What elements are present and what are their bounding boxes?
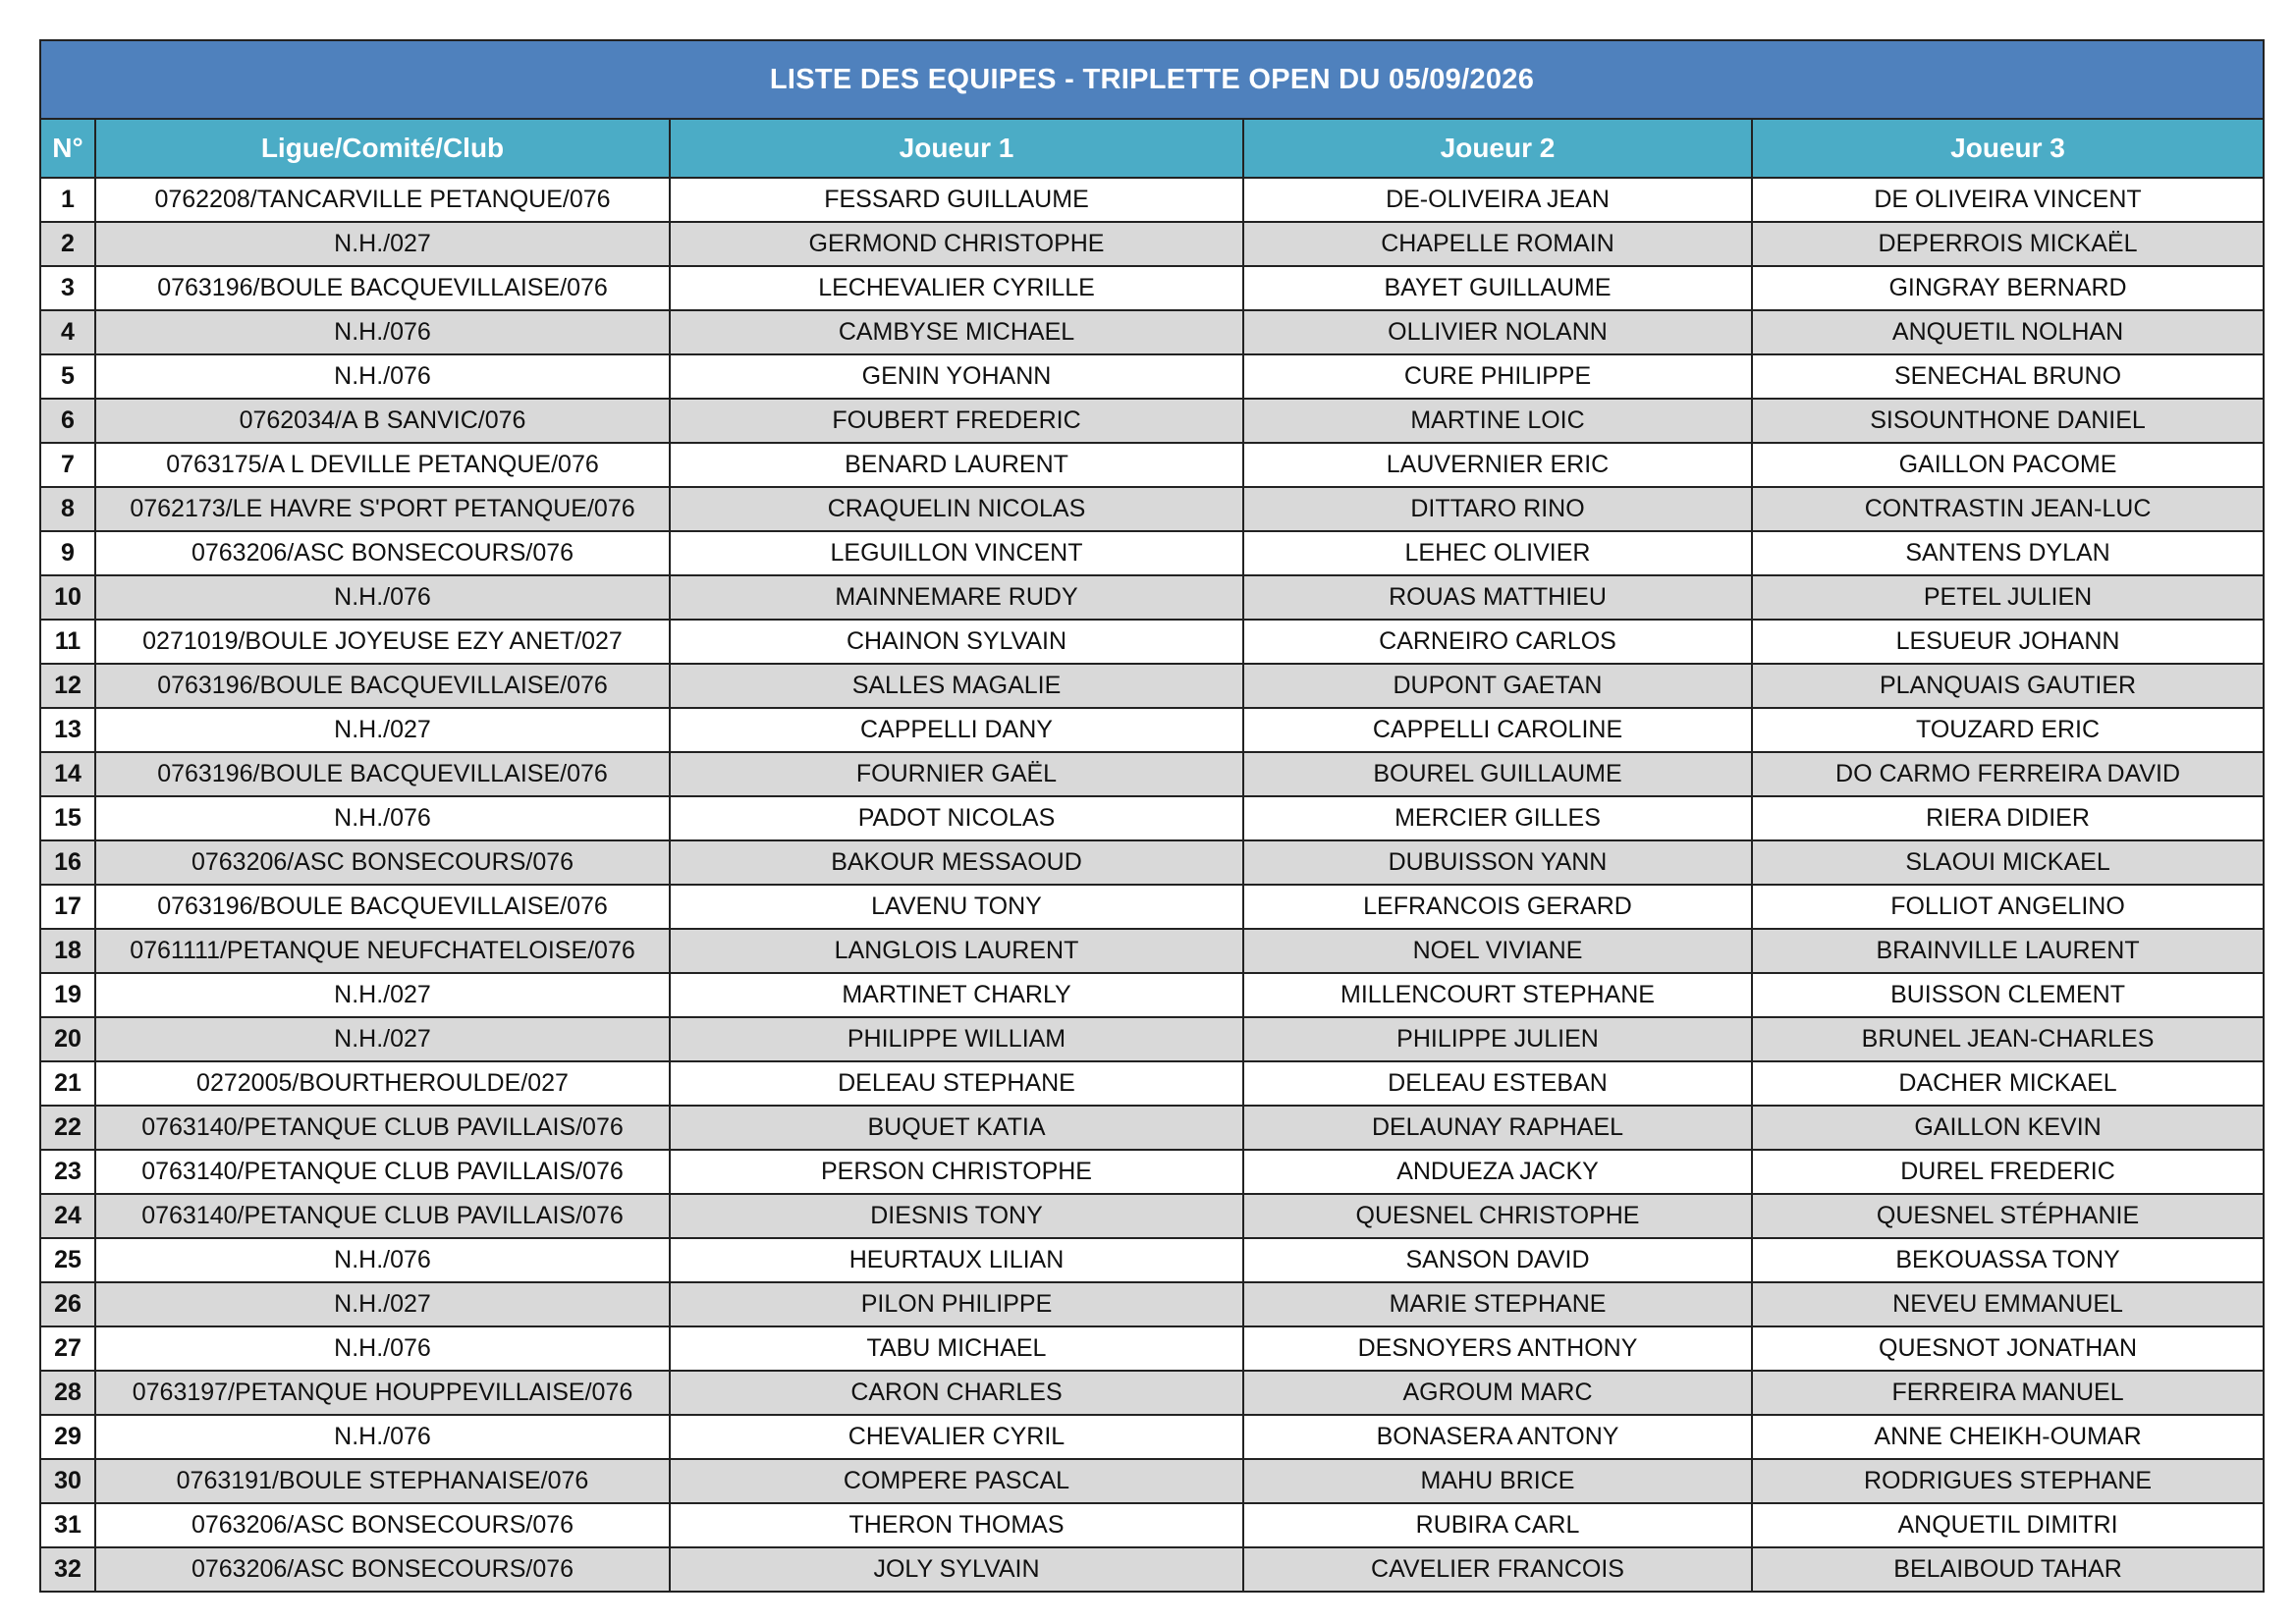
table-row	[40, 1238, 2264, 1282]
player-2-cell: AGROUM MARC	[1243, 1371, 1752, 1415]
table-row	[40, 708, 2264, 752]
player-3-cell: FOLLIOT ANGELINO	[1752, 885, 2264, 929]
table-row	[40, 178, 2264, 222]
table-row	[40, 1371, 2264, 1415]
team-number: 8	[40, 487, 95, 531]
player-2-cell: BOUREL GUILLAUME	[1243, 752, 1752, 796]
club-cell: 0762208/TANCARVILLE PETANQUE/076	[95, 178, 670, 222]
player-3-cell: DUREL FREDERIC	[1752, 1150, 2264, 1194]
player-3-cell: ANQUETIL DIMITRI	[1752, 1503, 2264, 1547]
team-number: 30	[40, 1459, 95, 1503]
team-number: 10	[40, 575, 95, 620]
table-row	[40, 1282, 2264, 1326]
club-cell: N.H./027	[95, 222, 670, 266]
club-cell: 0763140/PETANQUE CLUB PAVILLAIS/076	[95, 1194, 670, 1238]
table-row	[40, 487, 2264, 531]
team-list-sheet	[39, 39, 2263, 1593]
team-number: 15	[40, 796, 95, 840]
player-1-cell: HEURTAUX LILIAN	[670, 1238, 1243, 1282]
player-1-cell: BENARD LAURENT	[670, 443, 1243, 487]
player-1-cell: CAMBYSE MICHAEL	[670, 310, 1243, 354]
club-cell: N.H./027	[95, 973, 670, 1017]
player-3-cell: BELAIBOUD TAHAR	[1752, 1547, 2264, 1592]
player-3-cell: GAILLON KEVIN	[1752, 1106, 2264, 1150]
team-number: 31	[40, 1503, 95, 1547]
club-cell: N.H./076	[95, 1326, 670, 1371]
club-cell: N.H./076	[95, 796, 670, 840]
club-cell: 0763196/BOULE BACQUEVILLAISE/076	[95, 664, 670, 708]
player-1-cell: GENIN YOHANN	[670, 354, 1243, 399]
player-2-cell: ANDUEZA JACKY	[1243, 1150, 1752, 1194]
club-cell: N.H./076	[95, 575, 670, 620]
player-1-cell: THERON THOMAS	[670, 1503, 1243, 1547]
player-1-cell: SALLES MAGALIE	[670, 664, 1243, 708]
table-row	[40, 1061, 2264, 1106]
team-number: 29	[40, 1415, 95, 1459]
player-3-cell: QUESNOT JONATHAN	[1752, 1326, 2264, 1371]
player-1-cell: BUQUET KATIA	[670, 1106, 1243, 1150]
player-2-cell: MILLENCOURT STEPHANE	[1243, 973, 1752, 1017]
team-number: 16	[40, 840, 95, 885]
team-number: 17	[40, 885, 95, 929]
player-3-cell: NEVEU EMMANUEL	[1752, 1282, 2264, 1326]
player-2-cell: CAVELIER FRANCOIS	[1243, 1547, 1752, 1592]
table-row	[40, 1017, 2264, 1061]
player-2-cell: OLLIVIER NOLANN	[1243, 310, 1752, 354]
table-row	[40, 796, 2264, 840]
player-1-cell: LECHEVALIER CYRILLE	[670, 266, 1243, 310]
player-2-cell: BAYET GUILLAUME	[1243, 266, 1752, 310]
team-number: 26	[40, 1282, 95, 1326]
player-3-cell: FERREIRA MANUEL	[1752, 1371, 2264, 1415]
player-3-cell: DE OLIVEIRA VINCENT	[1752, 178, 2264, 222]
player-1-cell: TABU MICHAEL	[670, 1326, 1243, 1371]
player-3-cell: RODRIGUES STEPHANE	[1752, 1459, 2264, 1503]
team-number: 20	[40, 1017, 95, 1061]
player-3-cell: SENECHAL BRUNO	[1752, 354, 2264, 399]
column-header-player-2: Joueur 2	[1243, 119, 1752, 178]
player-3-cell: BEKOUASSA TONY	[1752, 1238, 2264, 1282]
player-1-cell: COMPERE PASCAL	[670, 1459, 1243, 1503]
player-3-cell: QUESNEL STÉPHANIE	[1752, 1194, 2264, 1238]
table-row	[40, 1150, 2264, 1194]
team-number: 2	[40, 222, 95, 266]
table-row	[40, 929, 2264, 973]
player-2-cell: DELAUNAY RAPHAEL	[1243, 1106, 1752, 1150]
player-2-cell: CAPPELLI CAROLINE	[1243, 708, 1752, 752]
player-2-cell: CHAPELLE ROMAIN	[1243, 222, 1752, 266]
player-3-cell: ANNE CHEIKH-OUMAR	[1752, 1415, 2264, 1459]
table-row	[40, 1194, 2264, 1238]
team-number: 21	[40, 1061, 95, 1106]
player-3-cell: SISOUNTHONE DANIEL	[1752, 399, 2264, 443]
team-number: 4	[40, 310, 95, 354]
table-row	[40, 443, 2264, 487]
player-1-cell: PHILIPPE WILLIAM	[670, 1017, 1243, 1061]
player-3-cell: LESUEUR JOHANN	[1752, 620, 2264, 664]
team-number: 14	[40, 752, 95, 796]
team-number: 9	[40, 531, 95, 575]
player-1-cell: DIESNIS TONY	[670, 1194, 1243, 1238]
player-2-cell: ROUAS MATTHIEU	[1243, 575, 1752, 620]
table-row	[40, 1415, 2264, 1459]
club-cell: 0763206/ASC BONSECOURS/076	[95, 840, 670, 885]
table-row	[40, 664, 2264, 708]
club-cell: N.H./076	[95, 354, 670, 399]
table-row	[40, 973, 2264, 1017]
player-2-cell: MARTINE LOIC	[1243, 399, 1752, 443]
player-2-cell: PHILIPPE JULIEN	[1243, 1017, 1752, 1061]
club-cell: N.H./027	[95, 708, 670, 752]
player-1-cell: CARON CHARLES	[670, 1371, 1243, 1415]
team-number: 12	[40, 664, 95, 708]
player-3-cell: GAILLON PACOME	[1752, 443, 2264, 487]
player-2-cell: QUESNEL CHRISTOPHE	[1243, 1194, 1752, 1238]
player-3-cell: DO CARMO FERREIRA DAVID	[1752, 752, 2264, 796]
table-row	[40, 620, 2264, 664]
player-3-cell: ANQUETIL NOLHAN	[1752, 310, 2264, 354]
table-row	[40, 399, 2264, 443]
player-1-cell: LEGUILLON VINCENT	[670, 531, 1243, 575]
table-row	[40, 840, 2264, 885]
team-number: 22	[40, 1106, 95, 1150]
player-2-cell: DUBUISSON YANN	[1243, 840, 1752, 885]
player-3-cell: BUISSON CLEMENT	[1752, 973, 2264, 1017]
column-header-club: Ligue/Comité/Club	[95, 119, 670, 178]
player-1-cell: MAINNEMARE RUDY	[670, 575, 1243, 620]
player-1-cell: FOUBERT FREDERIC	[670, 399, 1243, 443]
club-cell: 0762173/LE HAVRE S'PORT PETANQUE/076	[95, 487, 670, 531]
player-1-cell: CHAINON SYLVAIN	[670, 620, 1243, 664]
player-2-cell: LEHEC OLIVIER	[1243, 531, 1752, 575]
team-number: 32	[40, 1547, 95, 1592]
team-number: 19	[40, 973, 95, 1017]
club-cell: 0763191/BOULE STEPHANAISE/076	[95, 1459, 670, 1503]
player-1-cell: LANGLOIS LAURENT	[670, 929, 1243, 973]
club-cell: 0763196/BOULE BACQUEVILLAISE/076	[95, 885, 670, 929]
player-2-cell: MAHU BRICE	[1243, 1459, 1752, 1503]
player-2-cell: LAUVERNIER ERIC	[1243, 443, 1752, 487]
player-3-cell: PETEL JULIEN	[1752, 575, 2264, 620]
player-1-cell: PERSON CHRISTOPHE	[670, 1150, 1243, 1194]
table-row	[40, 310, 2264, 354]
player-2-cell: DUPONT GAETAN	[1243, 664, 1752, 708]
column-header-player-1: Joueur 1	[670, 119, 1243, 178]
team-number: 13	[40, 708, 95, 752]
club-cell: N.H./076	[95, 310, 670, 354]
club-cell: 0763196/BOULE BACQUEVILLAISE/076	[95, 266, 670, 310]
table-row	[40, 575, 2264, 620]
club-cell: 0271019/BOULE JOYEUSE EZY ANET/027	[95, 620, 670, 664]
player-3-cell: DEPERROIS MICKAËL	[1752, 222, 2264, 266]
player-3-cell: SLAOUI MICKAEL	[1752, 840, 2264, 885]
team-number: 1	[40, 178, 95, 222]
team-number: 28	[40, 1371, 95, 1415]
player-1-cell: FOURNIER GAËL	[670, 752, 1243, 796]
player-3-cell: BRAINVILLE LAURENT	[1752, 929, 2264, 973]
table-row	[40, 752, 2264, 796]
team-number: 23	[40, 1150, 95, 1194]
team-number: 25	[40, 1238, 95, 1282]
player-1-cell: PADOT NICOLAS	[670, 796, 1243, 840]
player-3-cell: PLANQUAIS GAUTIER	[1752, 664, 2264, 708]
player-2-cell: DESNOYERS ANTHONY	[1243, 1326, 1752, 1371]
player-1-cell: CAPPELLI DANY	[670, 708, 1243, 752]
table-row	[40, 1106, 2264, 1150]
team-number: 6	[40, 399, 95, 443]
team-rows	[40, 178, 2264, 1592]
club-cell: 0763140/PETANQUE CLUB PAVILLAIS/076	[95, 1106, 670, 1150]
table-row	[40, 1547, 2264, 1592]
table-row	[40, 354, 2264, 399]
table-row	[40, 222, 2264, 266]
club-cell: 0763140/PETANQUE CLUB PAVILLAIS/076	[95, 1150, 670, 1194]
player-3-cell: GINGRAY BERNARD	[1752, 266, 2264, 310]
team-number: 27	[40, 1326, 95, 1371]
team-number: 7	[40, 443, 95, 487]
player-1-cell: GERMOND CHRISTOPHE	[670, 222, 1243, 266]
club-cell: N.H./027	[95, 1017, 670, 1061]
team-list-table	[39, 39, 2265, 1593]
player-1-cell: BAKOUR MESSAOUD	[670, 840, 1243, 885]
player-3-cell: TOUZARD ERIC	[1752, 708, 2264, 752]
title-row	[40, 40, 2264, 119]
player-2-cell: DITTARO RINO	[1243, 487, 1752, 531]
player-2-cell: DELEAU ESTEBAN	[1243, 1061, 1752, 1106]
player-1-cell: CRAQUELIN NICOLAS	[670, 487, 1243, 531]
table-row	[40, 885, 2264, 929]
table-row	[40, 1503, 2264, 1547]
team-number: 3	[40, 266, 95, 310]
player-3-cell: CONTRASTIN JEAN-LUC	[1752, 487, 2264, 531]
player-1-cell: MARTINET CHARLY	[670, 973, 1243, 1017]
club-cell: 0762034/A B SANVIC/076	[95, 399, 670, 443]
player-2-cell: CARNEIRO CARLOS	[1243, 620, 1752, 664]
club-cell: 0763206/ASC BONSECOURS/076	[95, 1503, 670, 1547]
club-cell: N.H./076	[95, 1238, 670, 1282]
player-3-cell: BRUNEL JEAN-CHARLES	[1752, 1017, 2264, 1061]
club-cell: 0272005/BOURTHEROULDE/027	[95, 1061, 670, 1106]
team-number: 11	[40, 620, 95, 664]
player-2-cell: RUBIRA CARL	[1243, 1503, 1752, 1547]
player-1-cell: DELEAU STEPHANE	[670, 1061, 1243, 1106]
table-row	[40, 1326, 2264, 1371]
column-header-number: N°	[40, 119, 95, 178]
table-title: LISTE DES EQUIPES - TRIPLETTE OPEN DU 05/09/2026	[40, 40, 2264, 119]
player-3-cell: SANTENS DYLAN	[1752, 531, 2264, 575]
player-2-cell: LEFRANCOIS GERARD	[1243, 885, 1752, 929]
club-cell: N.H./027	[95, 1282, 670, 1326]
column-header-row	[40, 119, 2264, 178]
club-cell: N.H./076	[95, 1415, 670, 1459]
player-2-cell: MARIE STEPHANE	[1243, 1282, 1752, 1326]
player-3-cell: RIERA DIDIER	[1752, 796, 2264, 840]
club-cell: 0763196/BOULE BACQUEVILLAISE/076	[95, 752, 670, 796]
club-cell: 0763175/A L DEVILLE PETANQUE/076	[95, 443, 670, 487]
player-1-cell: CHEVALIER CYRIL	[670, 1415, 1243, 1459]
club-cell: 0761111/PETANQUE NEUFCHATELOISE/076	[95, 929, 670, 973]
table-row	[40, 1459, 2264, 1503]
team-number: 5	[40, 354, 95, 399]
player-1-cell: JOLY SYLVAIN	[670, 1547, 1243, 1592]
player-2-cell: BONASERA ANTONY	[1243, 1415, 1752, 1459]
player-2-cell: MERCIER GILLES	[1243, 796, 1752, 840]
player-1-cell: PILON PHILIPPE	[670, 1282, 1243, 1326]
table-row	[40, 266, 2264, 310]
team-number: 18	[40, 929, 95, 973]
club-cell: 0763197/PETANQUE HOUPPEVILLAISE/076	[95, 1371, 670, 1415]
table-row	[40, 531, 2264, 575]
player-2-cell: CURE PHILIPPE	[1243, 354, 1752, 399]
column-header-player-3: Joueur 3	[1752, 119, 2264, 178]
player-2-cell: DE-OLIVEIRA JEAN	[1243, 178, 1752, 222]
club-cell: 0763206/ASC BONSECOURS/076	[95, 1547, 670, 1592]
club-cell: 0763206/ASC BONSECOURS/076	[95, 531, 670, 575]
team-number: 24	[40, 1194, 95, 1238]
player-1-cell: FESSARD GUILLAUME	[670, 178, 1243, 222]
player-3-cell: DACHER MICKAEL	[1752, 1061, 2264, 1106]
player-1-cell: LAVENU TONY	[670, 885, 1243, 929]
player-2-cell: NOEL VIVIANE	[1243, 929, 1752, 973]
player-2-cell: SANSON DAVID	[1243, 1238, 1752, 1282]
